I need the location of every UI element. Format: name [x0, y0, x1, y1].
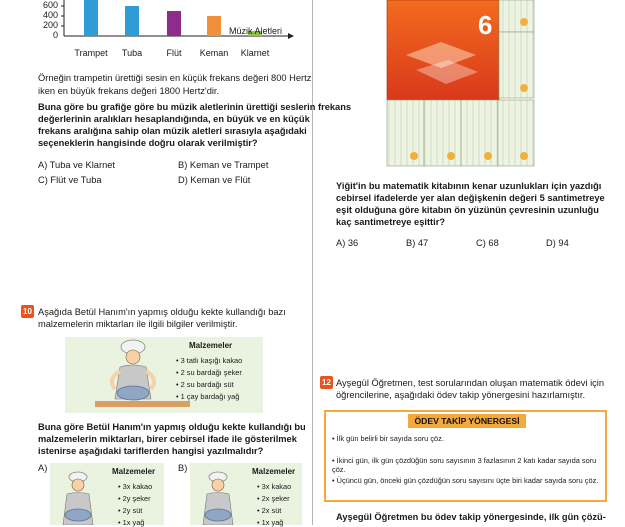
question-9-line: değerlerinin aralıkları hesaplandığında, en büyük ve en küçük [38, 114, 310, 124]
question-11-line: Yiğit'in bu matematik kitabının kenar uzunlukları için yazdığı [336, 181, 602, 191]
ingredient-item: • 2y süt [118, 506, 143, 515]
x-axis-arrow [288, 33, 294, 39]
book-tiles-icon [386, 0, 536, 168]
question-11-line: kaç santimetreye eşittir? [336, 217, 446, 227]
option-b-label[interactable]: B) [178, 463, 188, 473]
question-9-line: Buna göre bu grafiğe göre bu müzik aletlerinin ürettiği seslerin frekans [38, 102, 352, 112]
bar-trampet [84, 0, 98, 36]
instructions-title: ÖDEV TAKİP YÖNERGESİ [408, 414, 526, 428]
ingredient-item: • 3x kakao [118, 482, 153, 491]
option-a[interactable]: A) 36 [336, 238, 359, 248]
question-9-line: frekans aralığına sahip olan müzik aletleri sırasıyla aşağıdaki [38, 126, 307, 136]
ingredient-item: • 2x süt [257, 506, 282, 515]
instructions-box [324, 410, 607, 502]
question-12-intro: öğrencilerine, aşağıdaki ödev takip yönergesini hazırlamıştır. [336, 390, 586, 400]
ingredients-title: Malzemeler [112, 467, 156, 476]
option-c[interactable]: C) Flüt ve Tuba [38, 175, 102, 185]
ingredients-title: Malzemeler [252, 467, 296, 476]
chef-icon [50, 463, 110, 525]
question-9-line: seçeneklerin hangisinde doğru olarak verilmiştir? [38, 138, 258, 148]
question-10-intro: Aşağıda Betül Hanım'ın yapmış olduğu kekte kullandığı bazı [38, 307, 286, 317]
question-10-line: malzemelerin miktarları, birer cebirsel ifade ile gösterilmek [38, 434, 297, 444]
option-b[interactable]: B) Keman ve Trampet [178, 160, 269, 170]
question-10-line: istenirse aşağıdaki tariflerden hangisi yazılmalıdır? [38, 446, 264, 456]
ingredients-title: Malzemeler [189, 341, 233, 350]
category-label: Trampet [74, 48, 108, 58]
y-tick-label: 0 [52, 30, 58, 40]
instruction-text: İkinci gün, ilk gün çözdüğün soru sayısının 3 fazlasının 2 katı kadar sayıda soru çöz. [332, 456, 597, 474]
question-12-intro: Ayşegül Öğretmen, test sorularından oluşan matematik ödevi için [336, 378, 605, 388]
question-number-badge: 12 [320, 376, 333, 389]
bar-tuba [125, 6, 139, 36]
book-grade-number: 6 [478, 10, 493, 40]
category-label: Keman [199, 48, 229, 58]
chef-icon [190, 463, 250, 525]
math-book-figure [386, 0, 536, 168]
instruction-text: İlk gün belirli bir sayıda soru çöz. [336, 434, 444, 443]
question-10-line: Buna göre Betül Hanım'ın yapmış olduğu kekte kullandığı bu [38, 422, 306, 432]
example-text-line: iken en büyük frekans değeri 1800 Hertz'dir. [38, 86, 220, 96]
question-10-intro: malzemelerin miktarları ile ilgili bilgiler verilmiştir. [38, 319, 238, 329]
bar-flüt [167, 11, 181, 36]
instruction-item: • İkinci gün, ilk gün çözdüğün soru sayısının 3 fazlasının 2 katı kadar sayıda soru çöz. [332, 456, 597, 474]
option-d[interactable]: D) Keman ve Flüt [178, 175, 251, 185]
option-c[interactable]: C) 68 [476, 238, 499, 248]
instruction-text: Üçüncü gün, önceki gün çözdüğün soru sayısını üçte biri kadar sayıda soru çöz. [336, 476, 599, 485]
question-11-line: cebirsel ifadelerde yer alan değişkenin değeri 5 santimetreye [336, 193, 605, 203]
y-tick-label: 200 [42, 20, 58, 30]
example-text-line: Örneğin trampetin ürettiği sesin en küçük frekans değeri 800 Hertz [38, 73, 312, 83]
ingredient-item: • 3 tatlı kaşığı kakao [176, 356, 243, 365]
y-tick-label: 600 [42, 0, 58, 10]
question-12-tail: Ayşegül Öğretmen bu ödev takip yönergesinde, ilk gün çözü- [336, 512, 606, 522]
ingredient-item: • 1x yağ [118, 518, 145, 527]
ingredient-item: • 2 su bardağı şeker [176, 368, 242, 377]
category-label: Flüt [166, 48, 182, 58]
instruction-item: • Üçüncü gün, önceki gün çözdüğün soru sayısını üçte biri kadar sayıda soru çöz. [332, 476, 599, 485]
ingredient-item: • 2x şeker [257, 494, 290, 503]
ingredient-item: • 1 çay bardağı yağ [176, 392, 240, 401]
column-divider [312, 0, 313, 525]
ingredient-item: • 1x yağ [257, 518, 284, 527]
instruction-item: • İlk gün belirli bir sayıda soru çöz. [332, 434, 444, 443]
ingredient-item: • 2y şeker [118, 494, 151, 503]
question-number-badge: 10 [21, 305, 34, 318]
category-label: Klarnet [240, 48, 270, 58]
option-a[interactable]: A) Tuba ve Klarnet [38, 160, 115, 170]
bar-keman [207, 16, 221, 36]
option-d[interactable]: D) 94 [546, 238, 569, 248]
option-b[interactable]: B) 47 [406, 238, 429, 248]
option-a-label[interactable]: A) [38, 463, 48, 473]
x-axis-label: Müzik Aletleri [229, 26, 283, 36]
y-tick-label: 400 [42, 10, 58, 20]
question-11-line: eşit olduğuna göre kitabın ön yüzünün çevresinin uzunluğu [336, 205, 599, 215]
ingredient-item: • 3x kakao [257, 482, 292, 491]
ingredient-item: • 2 su bardağı süt [176, 380, 234, 389]
category-label: Tuba [121, 48, 143, 58]
